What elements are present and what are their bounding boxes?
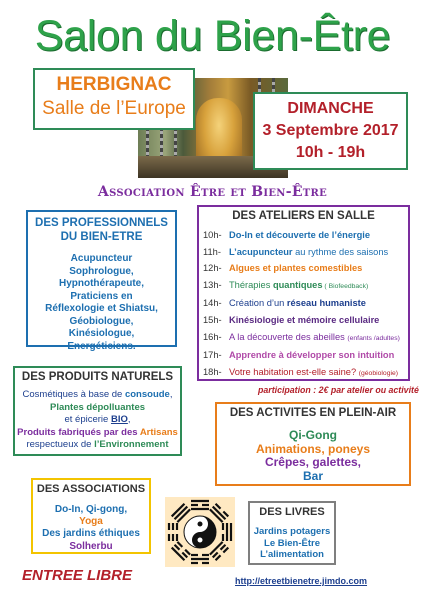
workshop-text: quantiques bbox=[272, 279, 323, 290]
professionals-list bbox=[28, 253, 175, 353]
workshop-hour: 14h- bbox=[203, 298, 222, 309]
list-item: Sophrologue, bbox=[69, 265, 134, 277]
workshops-heading: DES ATELIERS EN SALLE bbox=[232, 210, 375, 222]
workshop-text: (enfants /adultes) bbox=[347, 334, 400, 342]
list-item: Géobiologue, bbox=[69, 315, 134, 327]
professionals-box bbox=[26, 210, 177, 352]
event-day: DIMANCHE bbox=[287, 100, 374, 117]
location-box bbox=[33, 68, 195, 130]
workshop-hour: 18h- bbox=[203, 366, 222, 377]
workshop-hour: 10h- bbox=[203, 230, 222, 240]
association-name: Association Être et Bien-Être bbox=[97, 184, 328, 200]
list-item: Hypnothérapeute, bbox=[58, 278, 144, 289]
workshop-text: Votre habitation est-elle saine? bbox=[229, 366, 359, 377]
products-box bbox=[13, 366, 182, 456]
list-item: Acupuncteur bbox=[70, 253, 133, 264]
workshop-text: (géobiologie) bbox=[358, 369, 399, 377]
associations-heading: DES ASSOCIATIONS bbox=[36, 483, 146, 495]
workshop-hour: 15h- bbox=[203, 314, 222, 325]
list-item: Praticiens en bbox=[70, 290, 133, 302]
free-entry-label: ENTREE LIBRE bbox=[22, 567, 133, 584]
list-item: Bar bbox=[302, 468, 323, 483]
workshop-row bbox=[199, 260, 408, 277]
date-box bbox=[253, 92, 408, 170]
location-town: HERBIGNAC bbox=[56, 74, 172, 95]
products-text: Cosmétiques à base de consoude, Plantes dépolluantes et épicerie BIO, Produits fabriqués par des Artisans respectueux de l’Environnement bbox=[17, 389, 178, 450]
workshops-box bbox=[197, 205, 410, 381]
workshop-hour: 13h- bbox=[203, 279, 222, 290]
list-item: Energéticiens. bbox=[67, 340, 136, 352]
workshop-text: L’acupuncteur bbox=[229, 246, 293, 257]
yin-yang-bagua-icon bbox=[165, 497, 235, 567]
workshops-list bbox=[199, 227, 408, 382]
list-item: Des jardins éthiques bbox=[42, 528, 140, 540]
list-item: Qi-Gong bbox=[289, 428, 337, 442]
list-item: Kinésiologue, bbox=[68, 328, 135, 339]
workshop-hour: 17h- bbox=[203, 350, 222, 361]
outdoor-list bbox=[217, 429, 409, 483]
list-item: Animations, poneys bbox=[255, 441, 371, 456]
associations-list bbox=[33, 504, 149, 553]
books-box bbox=[248, 501, 336, 565]
workshop-text: Algues et plantes comestibles bbox=[229, 263, 363, 274]
workshop-text: ( Biofeedback) bbox=[322, 282, 369, 290]
event-hours: 10h - 19h bbox=[295, 144, 366, 161]
location-venue: Salle de l’Europe bbox=[42, 98, 186, 119]
list-item: L’alimentation bbox=[260, 549, 324, 560]
workshop-hour: 11h- bbox=[203, 246, 221, 257]
list-item: Jardins potagers bbox=[253, 526, 331, 537]
workshop-row bbox=[199, 244, 408, 261]
professionals-heading: DES PROFESSIONNELS DU BIEN-ETRE bbox=[35, 217, 168, 243]
participation-note: participation : 2€ par atelier ou activité bbox=[258, 385, 419, 395]
workshop-row bbox=[199, 364, 408, 383]
list-item: Crêpes, galettes, bbox=[264, 455, 362, 469]
workshop-text: Apprendre à développer son intuition bbox=[229, 350, 395, 361]
event-date: 3 Septembre 2017 bbox=[262, 122, 399, 139]
books-list bbox=[250, 526, 334, 561]
products-heading: DES PRODUITS NATURELS bbox=[21, 371, 174, 383]
books-heading: DES LIVRES bbox=[259, 506, 325, 518]
list-item: Do-In, Qi-gong, bbox=[54, 504, 128, 515]
workshop-text: Do-In et découverte de l’énergie bbox=[229, 230, 371, 240]
workshop-text: A la découverte des abeilles bbox=[229, 331, 348, 342]
workshop-row bbox=[199, 295, 408, 312]
list-item: Le Bien-Être bbox=[264, 537, 320, 549]
workshop-row bbox=[199, 277, 408, 296]
outdoor-activities-box bbox=[215, 402, 411, 486]
workshop-row bbox=[199, 329, 408, 348]
outdoor-heading: DES ACTIVITES EN PLEIN-AIR bbox=[229, 407, 397, 419]
list-item: Réflexologie et Shiatsu, bbox=[45, 303, 158, 314]
workshop-text: réseau humaniste bbox=[286, 298, 366, 309]
workshop-text: Kinésiologie et mémoire cellulaire bbox=[229, 314, 380, 325]
workshop-hour: 16h- bbox=[203, 331, 222, 342]
workshop-row bbox=[199, 312, 408, 329]
website-link[interactable]: http://etreetbienetre.jimdo.com bbox=[235, 576, 368, 586]
workshop-text: Thérapies bbox=[229, 279, 273, 290]
workshop-row bbox=[199, 347, 408, 364]
workshop-row bbox=[199, 227, 408, 244]
list-item: Solherbu bbox=[69, 540, 113, 552]
workshop-text: Création d’un bbox=[229, 298, 287, 309]
workshop-text: au rythme des saisons bbox=[292, 246, 389, 257]
poster-title: Salon du Bien-Être bbox=[34, 12, 391, 60]
list-item: Yoga bbox=[79, 516, 103, 528]
associations-box bbox=[31, 478, 151, 554]
workshop-hour: 12h- bbox=[203, 263, 222, 274]
